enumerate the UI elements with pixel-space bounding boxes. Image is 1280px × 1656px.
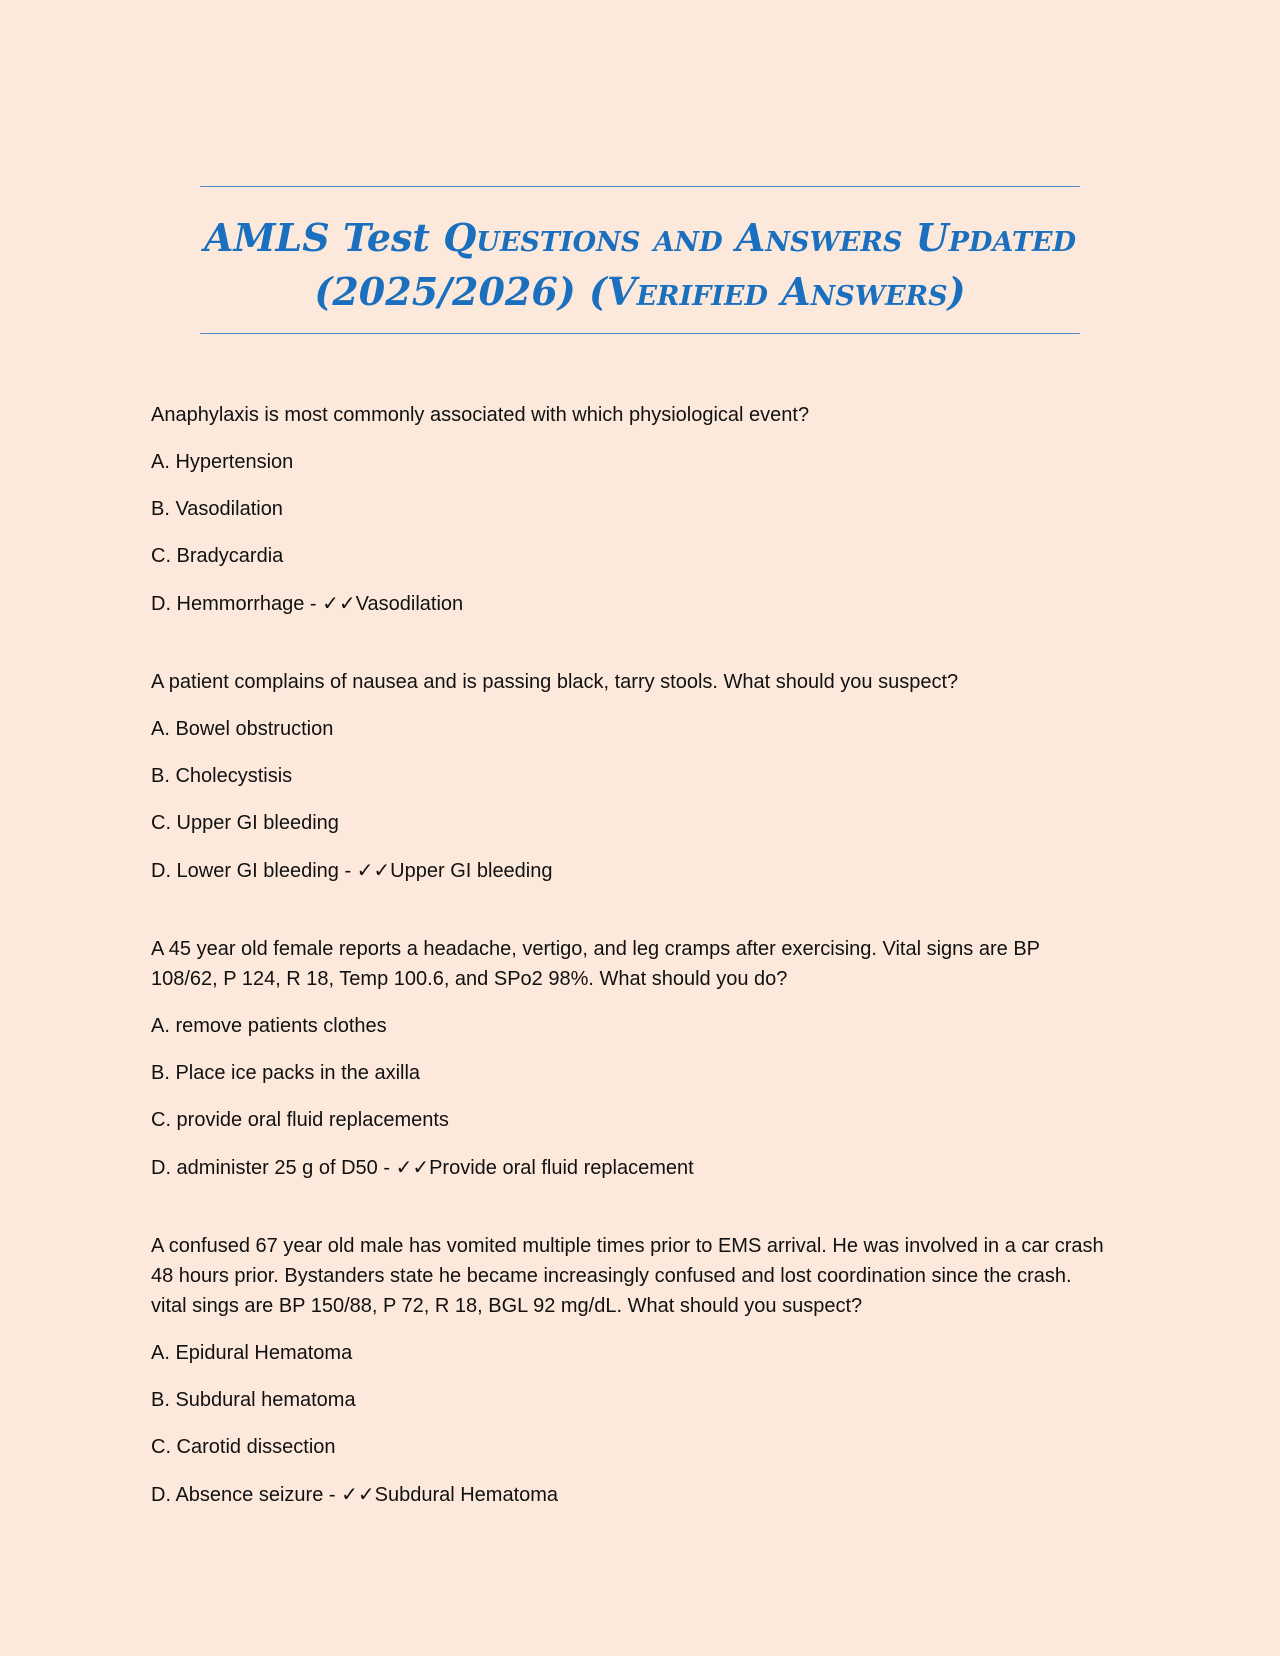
option-c: C. Bradycardia	[151, 545, 284, 567]
double-check-icon: ✓✓	[341, 1482, 375, 1506]
title-line2-a: (2025/2026) (	[314, 269, 607, 314]
double-check-icon: ✓✓	[322, 591, 356, 615]
option-d	[151, 1152, 1111, 1183]
option-d	[151, 855, 1111, 886]
option-a: A. Hypertension	[151, 451, 294, 473]
answer-text: Vasodilation	[355, 593, 464, 615]
option-c: C. Carotid dissection	[151, 1436, 336, 1458]
option-c: C. Upper GI bleeding	[151, 812, 339, 834]
option-a: A. Epidural Hematoma	[151, 1342, 353, 1364]
answer-text: Provide oral fluid replacement	[429, 1157, 694, 1179]
document-title	[200, 187, 1080, 319]
option-d-text: D. Hemmorrhage -	[151, 593, 323, 615]
title-block	[200, 186, 1080, 334]
option-d-text: D. Lower GI bleeding -	[151, 860, 357, 882]
question-text: A 45 year old female reports a headache, vertigo, and leg cramps after exercising. Vital signs are BP 108/62, P 124, R 18, Temp 100.6, and SPo2 98%. What should you do?	[151, 938, 1040, 990]
answer-text: Upper GI bleeding	[390, 860, 553, 882]
double-check-icon: ✓✓	[356, 858, 391, 882]
option-d-text: D. Absence seizure -	[151, 1484, 342, 1506]
title-line2-c: )	[947, 269, 966, 314]
option-a: A. remove patients clothes	[151, 1015, 387, 1037]
option-d	[151, 1479, 1111, 1510]
option-b: B. Subdural hematoma	[151, 1389, 356, 1411]
title-line1-a: AMLS Test	[203, 215, 444, 260]
question-2	[151, 667, 1111, 886]
question-text: Anaphylaxis is most commonly associated with which physiological event?	[151, 404, 810, 426]
title-line1-b: Questions and Answers Updated	[443, 215, 1076, 260]
question-3	[151, 934, 1111, 1183]
option-b: B. Vasodilation	[151, 498, 283, 520]
question-1	[151, 400, 1111, 619]
answer-text: Subdural Hematoma	[374, 1484, 559, 1506]
option-a: A. Bowel obstruction	[151, 718, 334, 740]
option-b: B. Cholecystisis	[151, 765, 293, 787]
double-check-icon: ✓✓	[395, 1155, 430, 1179]
question-4	[151, 1231, 1111, 1510]
title-line2-b: Verified Answers	[606, 269, 948, 314]
option-c: C. provide oral fluid replacements	[151, 1109, 449, 1131]
question-text: A confused 67 year old male has vomited multiple times prior to EMS arrival. He was involved in a car crash 48 hours prior. Bystanders state he became increasingly confused and lost coordination since the crash. vital sings are BP 150/88, P 72, R 18, BGL 92 mg/dL. What should you suspect?	[151, 1235, 1104, 1317]
option-d	[151, 588, 1111, 619]
questions-list	[151, 400, 1111, 1558]
option-d-text: D. administer 25 g of D50 -	[151, 1157, 396, 1179]
option-b: B. Place ice packs in the axilla	[151, 1062, 421, 1084]
question-text: A patient complains of nausea and is passing black, tarry stools. What should you suspect?	[151, 671, 959, 693]
